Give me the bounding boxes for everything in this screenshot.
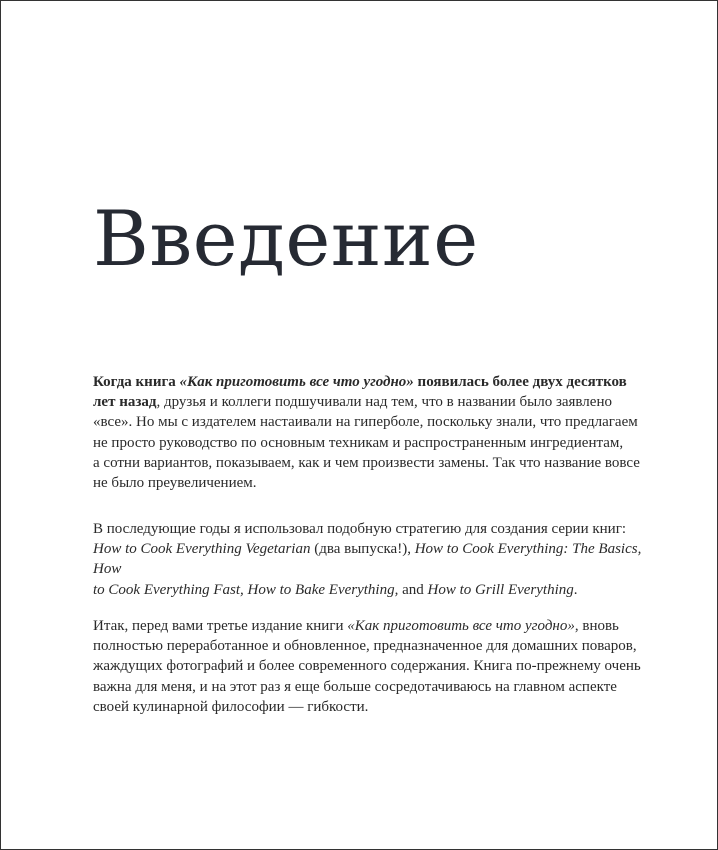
paragraph-3: Итак, перед вами третье издание книги «Как приготовить все что угодно», вновь полностью переработанное и обновленное, предназначенное для домашних поваров, жаждущих фотографий и более современного содержания. Книга по-прежнему очень важна для меня, и на этот раз я еще больше сосредотачиваюсь на главном аспекте своей кулинарной философии — гибкости. xyxy=(93,618,641,715)
book-title: «Как приготовить все что угодно» xyxy=(347,618,575,634)
book-title: How to Cook Everything: The Basics, How xyxy=(93,541,642,578)
paragraph-1: Когда книга «Как приготовить все что угодно» появилась более двух десятков лет назад, друзья и коллеги подшучивали над тем, что в названии было заявлено «все». Но мы с издателем настаивали на гиперболе, поскольку знали, что предлагаем не просто руководство по основным техникам и распространенным ингредиентам, а сотни вариантов, показываем, как и чем произвести замены. Так что название вовсе не было преувеличением. xyxy=(93,374,640,492)
p1-lead: Когда книга «Как приготовить все что угодно» появилась более двух десятков лет назад xyxy=(93,374,627,411)
book-title: to Cook Everything Fast, How to Bake Everything, xyxy=(93,581,399,598)
paragraph-2: В последующие годы я использовал подобную стратегию для создания серии книг: How to Cook Everything Vegetarian (два выпуска!), How to Cook Everything: The Basics, How to Cook Everything Fast, How to Bake Everything, and How to Grill Everything. xyxy=(93,521,642,598)
book-title: How to Cook Everything Vegetarian xyxy=(93,541,311,558)
book-title: «Как приготовить все что угодно» xyxy=(179,374,414,390)
book-title: How to Grill Everything xyxy=(427,581,574,598)
chapter-title: Введение xyxy=(93,194,479,283)
